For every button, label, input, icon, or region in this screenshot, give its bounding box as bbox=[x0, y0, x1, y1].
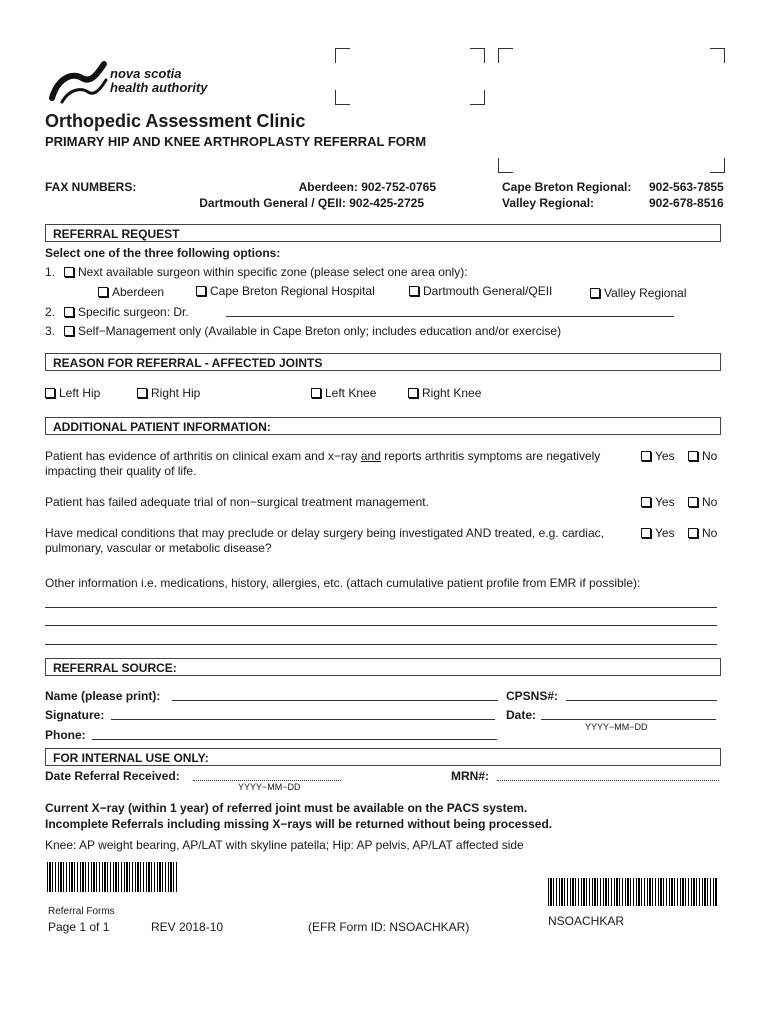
clinic-title: Orthopedic Assessment Clinic bbox=[45, 111, 306, 131]
barcode-left bbox=[47, 862, 179, 892]
cpsns-field[interactable] bbox=[566, 700, 717, 701]
registration-corner bbox=[710, 48, 725, 63]
other-info-line[interactable] bbox=[45, 644, 717, 645]
joint-right-hip[interactable]: Right Hip bbox=[137, 386, 200, 400]
option1-label: Next available surgeon within specific zone (please select one area only): bbox=[78, 265, 468, 279]
phone-label: Phone: bbox=[45, 728, 86, 742]
footer-revision: REV 2018-10 bbox=[151, 920, 224, 934]
date-received-field[interactable] bbox=[193, 780, 341, 781]
no-checkbox[interactable] bbox=[688, 451, 698, 461]
zone-dartmouth[interactable]: Dartmouth General/QEII bbox=[409, 284, 552, 298]
form-title: PRIMARY HIP AND KNEE ARTHROPLASTY REFERRAL FORM bbox=[45, 134, 427, 149]
q1-yes[interactable]: Yes bbox=[641, 449, 675, 463]
zone-valley[interactable]: Valley Regional bbox=[590, 286, 687, 300]
signature-field[interactable] bbox=[111, 719, 495, 720]
registration-corner bbox=[335, 90, 350, 105]
yes-checkbox[interactable] bbox=[641, 451, 651, 461]
notice-line2: Incomplete Referrals including missing X−rays will be returned without being processed. bbox=[45, 817, 553, 831]
internal-use-heading: FOR INTERNAL USE ONLY: bbox=[45, 748, 721, 766]
zone-checkbox[interactable] bbox=[98, 287, 108, 297]
zone-checkbox[interactable] bbox=[590, 288, 600, 298]
question1-line1: Patient has evidence of arthritis on clinical exam and x−ray and reports arthritis symptoms are negatively bbox=[45, 449, 601, 463]
option3-label: Self−Management only (Available in Cape Breton only; includes education and/or exercise) bbox=[78, 324, 562, 338]
zone-cape-breton[interactable]: Cape Breton Regional Hospital bbox=[196, 284, 375, 298]
question3-line1: Have medical conditions that may preclude or delay surgery being investigated AND treated, e.g. cardiac, bbox=[45, 526, 604, 540]
joint-checkbox[interactable] bbox=[45, 388, 55, 398]
joint-checkbox[interactable] bbox=[408, 388, 418, 398]
q3-no[interactable]: No bbox=[688, 526, 717, 540]
additional-info-heading: ADDITIONAL PATIENT INFORMATION: bbox=[45, 417, 721, 435]
zone-checkbox[interactable] bbox=[409, 286, 419, 296]
other-info-line[interactable] bbox=[45, 625, 717, 626]
date-received-label: Date Referral Received: bbox=[45, 769, 180, 783]
footer-efr-id: (EFR Form ID: NSOACHKAR) bbox=[308, 920, 470, 934]
reason-heading: REASON FOR REFERRAL - AFFECTED JOINTS bbox=[45, 353, 721, 371]
option3-checkbox[interactable] bbox=[64, 326, 74, 336]
q2-no[interactable]: No bbox=[688, 495, 717, 509]
joint-left-knee[interactable]: Left Knee bbox=[311, 386, 376, 400]
joint-right-knee[interactable]: Right Knee bbox=[408, 386, 481, 400]
option1-checkbox[interactable] bbox=[64, 267, 74, 277]
no-checkbox[interactable] bbox=[688, 528, 698, 538]
fax-aberdeen: Aberdeen: 902-752-0765 bbox=[298, 180, 436, 194]
registration-corner bbox=[710, 158, 725, 173]
xray-requirements: Knee: AP weight bearing, AP/LAT with skyline patella; Hip: AP pelvis, AP/LAT affected side bbox=[45, 838, 524, 852]
yes-checkbox[interactable] bbox=[641, 528, 651, 538]
option2-number: 2. bbox=[45, 305, 56, 319]
date-received-format-hint: YYYY−MM−DD bbox=[238, 782, 301, 792]
fax-valley-label: Valley Regional: bbox=[502, 196, 595, 210]
joint-checkbox[interactable] bbox=[311, 388, 321, 398]
registration-corner bbox=[470, 48, 485, 63]
q3-yes[interactable]: Yes bbox=[641, 526, 675, 540]
option3-row[interactable] bbox=[64, 324, 561, 338]
option2-label: Specific surgeon: Dr. bbox=[78, 305, 189, 319]
zone-checkbox[interactable] bbox=[196, 286, 206, 296]
signature-label: Signature: bbox=[45, 708, 105, 722]
option2-row[interactable] bbox=[64, 305, 189, 319]
date-label: Date: bbox=[506, 708, 537, 722]
barcode-right bbox=[548, 878, 718, 906]
mrn-field[interactable] bbox=[497, 780, 719, 781]
fax-cape-breton-number: 902-563-7855 bbox=[649, 180, 724, 194]
mrn-label: MRN#: bbox=[451, 769, 489, 783]
nova-scotia-wave-logo-icon bbox=[48, 58, 110, 104]
date-field[interactable] bbox=[541, 719, 716, 720]
yes-checkbox[interactable] bbox=[641, 497, 651, 507]
date-format-hint: YYYY−MM−DD bbox=[585, 722, 648, 732]
footer-category: Referral Forms bbox=[48, 906, 115, 917]
logo-text-line1: nova scotia bbox=[110, 66, 182, 81]
joint-checkbox[interactable] bbox=[137, 388, 147, 398]
registration-corner bbox=[335, 48, 350, 63]
barcode-text: NSOACHKAR bbox=[548, 914, 625, 928]
no-checkbox[interactable] bbox=[688, 497, 698, 507]
option1-number: 1. bbox=[45, 265, 56, 279]
registration-corner bbox=[498, 48, 513, 63]
referral-request-heading: REFERRAL REQUEST bbox=[45, 224, 721, 242]
name-label: Name (please print): bbox=[45, 689, 161, 703]
question2: Patient has failed adequate trial of non−surgical treatment management. bbox=[45, 495, 429, 509]
fax-valley-number: 902-678-8516 bbox=[649, 196, 724, 210]
other-info-line[interactable] bbox=[45, 607, 717, 608]
instruction-text: Select one of the three following options: bbox=[45, 246, 281, 260]
phone-field[interactable] bbox=[92, 739, 497, 740]
name-field[interactable] bbox=[172, 700, 498, 701]
registration-corner bbox=[498, 158, 513, 173]
option1-row[interactable] bbox=[64, 265, 468, 279]
zone-aberdeen[interactable]: Aberdeen bbox=[98, 285, 164, 299]
question1-line2: impacting their quality of life. bbox=[45, 464, 197, 478]
option2-checkbox[interactable] bbox=[64, 307, 74, 317]
cpsns-label: CPSNS#: bbox=[506, 689, 559, 703]
fax-cape-breton-label: Cape Breton Regional: bbox=[502, 180, 632, 194]
option3-number: 3. bbox=[45, 324, 56, 338]
referral-source-heading: REFERRAL SOURCE: bbox=[45, 658, 721, 676]
registration-corner bbox=[470, 90, 485, 105]
joint-left-hip[interactable]: Left Hip bbox=[45, 386, 100, 400]
question3-line2: pulmonary, vascular or metabolic disease? bbox=[45, 541, 272, 555]
fax-label: FAX NUMBERS: bbox=[45, 180, 137, 194]
logo-text-line2: health authority bbox=[110, 80, 208, 95]
footer-page: Page 1 of 1 bbox=[48, 920, 110, 934]
surgeon-name-field[interactable] bbox=[226, 316, 674, 317]
q2-yes[interactable]: Yes bbox=[641, 495, 675, 509]
other-info-label: Other information i.e. medications, history, allergies, etc. (attach cumulative patient profile from EMR if possible): bbox=[45, 576, 641, 590]
q1-no[interactable]: No bbox=[688, 449, 717, 463]
fax-dartmouth: Dartmouth General / QEII: 902-425-2725 bbox=[199, 196, 424, 210]
notice-line1: Current X−ray (within 1 year) of referred joint must be available on the PACS system. bbox=[45, 801, 528, 815]
